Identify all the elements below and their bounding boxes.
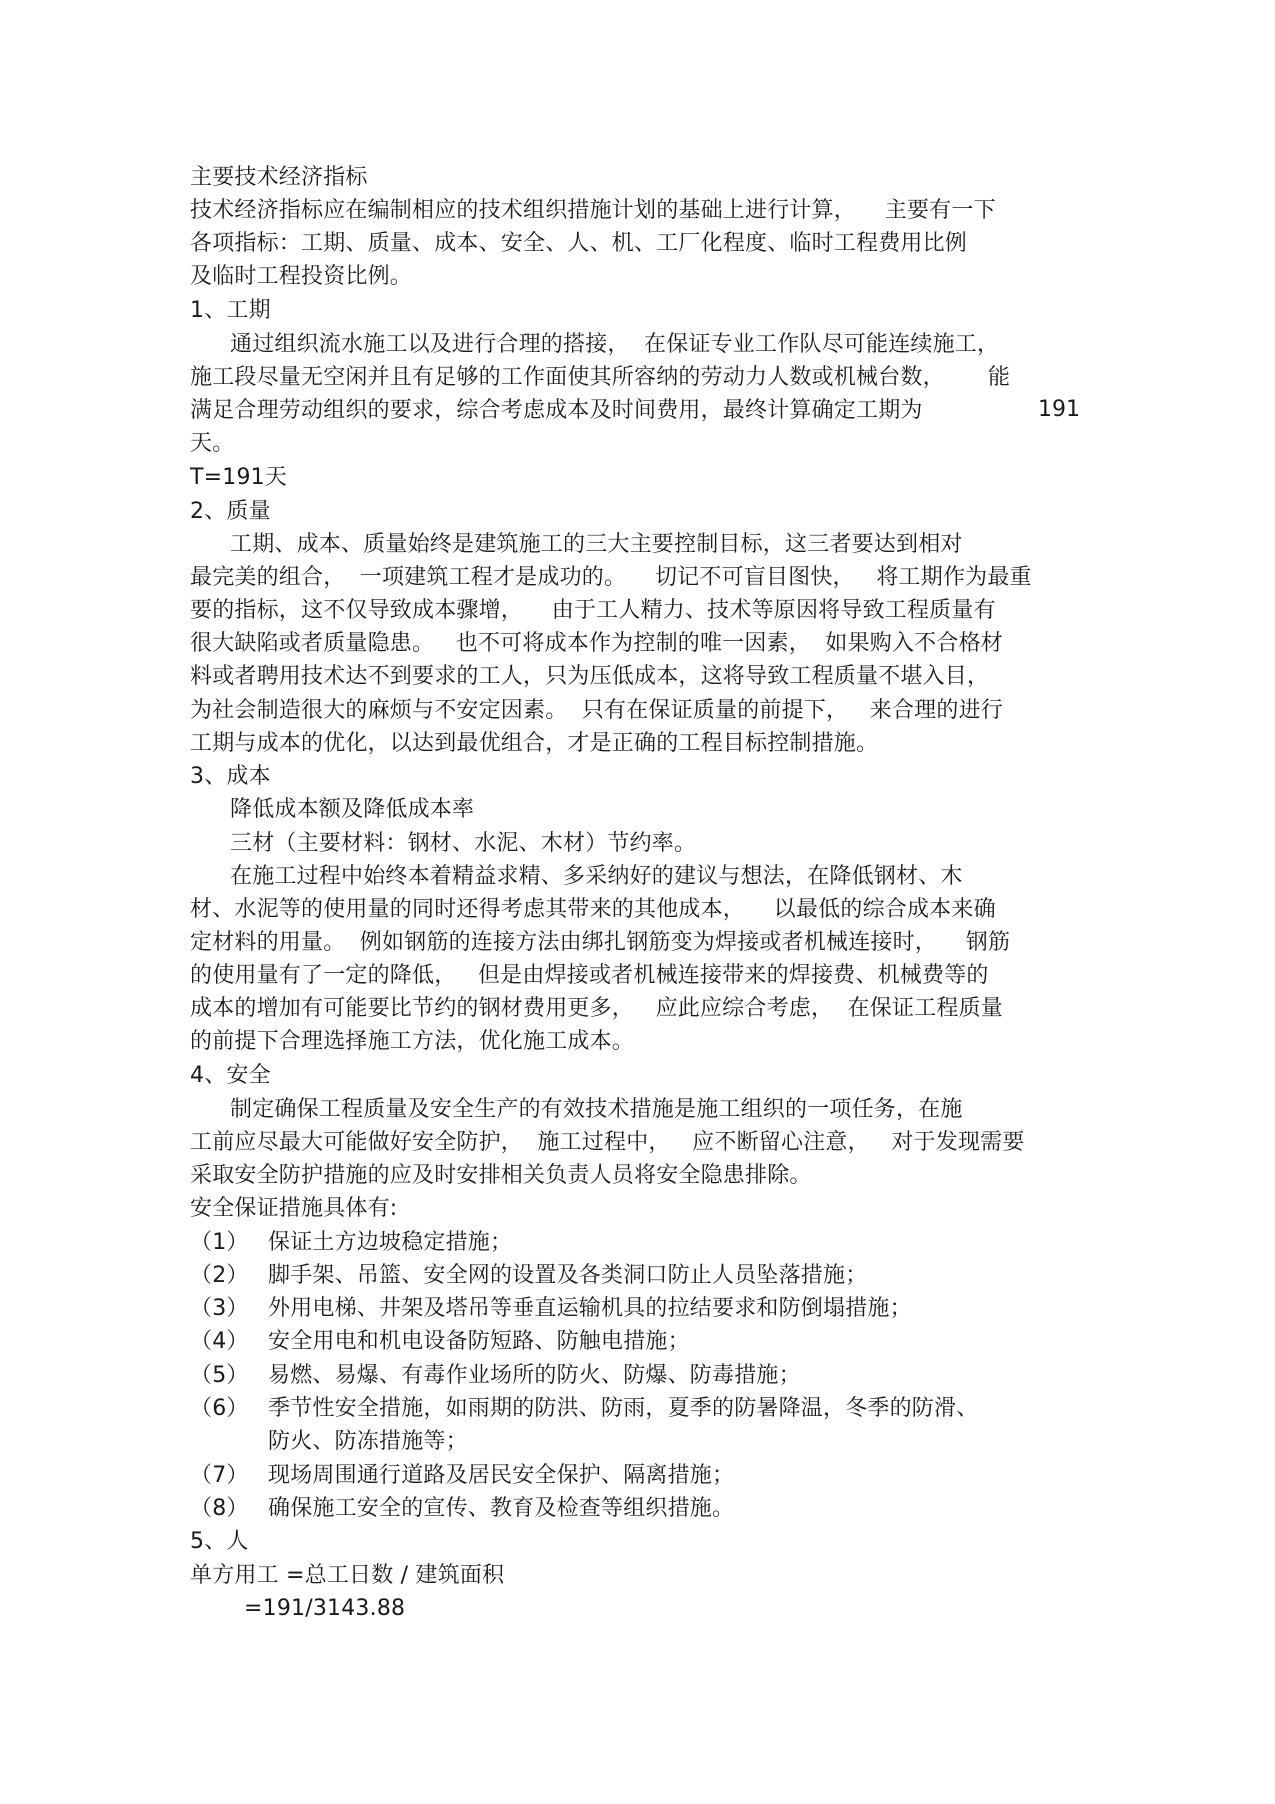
schedule-line-4: 天。 [190,431,235,456]
cost-line-4: 的使用量有了一定的降低， 但是由焊接或者机械连接带来的焊接费、机械费等的 [190,963,989,988]
schedule-line-2: 施工段尽量无空闲并且有足够的工作面使其所容纳的劳动力人数或机械台数， 能 [190,365,1011,390]
safety-measure-num: （5） [190,1363,249,1388]
intro-line-2: 各项指标：工期、质量、成本、安全、人、机、工厂化程度、临时工程费用比例 [190,231,968,256]
safety-measure-num: （3） [190,1296,249,1321]
safety-measure-num: （4） [190,1329,249,1354]
schedule-days-value: 191 [1038,397,1080,422]
quality-line-7: 工期与成本的优化，以达到最优组合，才是正确的工程目标控制措施。 [190,731,879,756]
section-heading-safety: 4、安全 [190,1063,271,1088]
section-heading-labor: 5、人 [190,1529,249,1554]
cost-line-3: 定材料的用量。 例如钢筋的连接方法由绑扎钢筋变为焊接或者机械连接时， 钢筋 [190,930,1011,955]
safety-measure-num: （2） [190,1263,249,1288]
safety-measure-text: 脚手架、吊篮、安全网的设置及各类洞口防止人员坠落措施； [268,1263,868,1288]
intro-line-1: 技术经济指标应在编制相应的技术组织措施计划的基础上进行计算， 主要有一下 [190,198,996,223]
quality-line-1: 工期、成本、质量始终是建筑施工的三大主要控制目标，这三者要达到相对 [230,532,963,557]
section-heading-cost: 3、成本 [190,764,271,789]
schedule-line-3: 满足合理劳动组织的要求，综合考虑成本及时间费用，最终计算确定工期为 [190,398,923,423]
safety-measure-text: 季节性安全措施，如雨期的防洪、防雨，夏季的防暑降温，冬季的防滑、 [268,1396,979,1421]
safety-measures-heading: 安全保证措施具体有: [190,1196,398,1221]
quality-line-6: 为社会制造很大的麻烦与不安定因素。 只有在保证质量的前提下， 来合理的进行 [190,698,1003,723]
safety-line-1: 制定确保工程质量及安全生产的有效技术措施是施工组织的一项任务，在施 [230,1097,963,1122]
cost-sub-item-2: 三材（主要材料：钢材、水泥、木材）节约率。 [230,831,697,856]
labor-formula-line-2: =191/3143.88 [244,1596,406,1621]
safety-line-2: 工前应尽最大可能做好安全防护， 施工过程中， 应不断留心注意， 对于发现需要 [190,1130,1025,1155]
intro-line-3: 及临时工程投资比例。 [190,264,413,289]
safety-measure-num: （6） [190,1396,249,1421]
schedule-formula: T=191天 [190,465,288,490]
safety-measure-text-continued: 防火、防冻措施等； [268,1429,468,1454]
cost-line-5: 成本的增加有可能要比节约的钢材费用更多， 应此应综合考虑， 在保证工程质量 [190,996,1003,1021]
section-heading-quality: 2、质量 [190,499,271,524]
safety-line-3: 采取安全防护措施的应及时安排相关负责人员将安全隐患排除。 [190,1163,812,1188]
labor-formula-line-1: 单方用工 =总工日数 / 建筑面积 [190,1563,505,1588]
safety-measure-num: （1） [190,1230,249,1255]
safety-measure-num: （7） [190,1463,249,1488]
cost-line-1: 在施工过程中始终本着精益求精、多采纳好的建议与想法，在降低钢材、木 [230,864,963,889]
safety-measure-num: （8） [190,1496,249,1521]
safety-measure-text: 外用电梯、井架及塔吊等垂直运输机具的拉结要求和防倒塌措施； [268,1296,912,1321]
safety-measure-text: 确保施工安全的宣传、教育及检查等组织措施。 [268,1496,735,1521]
safety-measure-text: 安全用电和机电设备防短路、防触电措施； [268,1329,690,1354]
cost-line-6: 的前提下合理选择施工方法，优化施工成本。 [190,1029,635,1054]
safety-measure-text: 现场周围通行道路及居民安全保护、隔离措施； [268,1463,735,1488]
quality-line-3: 要的指标，这不仅导致成本骤增， 由于工人精力、技术等原因将导致工程质量有 [190,598,996,623]
schedule-line-1: 通过组织流水施工以及进行合理的搭接， 在保证专业工作队尽可能连续施工， [230,332,1000,357]
quality-line-4: 很大缺陷或者质量隐患。 也不可将成本作为控制的唯一因素， 如果购入不合格材 [190,631,1003,656]
quality-line-2: 最完美的组合， 一项建筑工程才是成功的。 切记不可盲目图快， 将工期作为最重 [190,565,1032,590]
cost-sub-item-1: 降低成本额及降低成本率 [230,797,475,822]
document-title: 主要技术经济指标 [190,165,368,190]
section-heading-schedule: 1、工期 [190,298,271,323]
safety-measure-text: 易燃、易爆、有毒作业场所的防火、防爆、防毒措施； [268,1363,801,1388]
quality-line-5: 料或者聘用技术达不到要求的工人，只为压低成本，这将导致工程质量不堪入目， [190,664,990,689]
safety-measure-text: 保证土方边坡稳定措施； [268,1230,513,1255]
cost-line-2: 材、水泥等的使用量的同时还得考虑其带来的其他成本， 以最低的综合成本来确 [190,897,996,922]
